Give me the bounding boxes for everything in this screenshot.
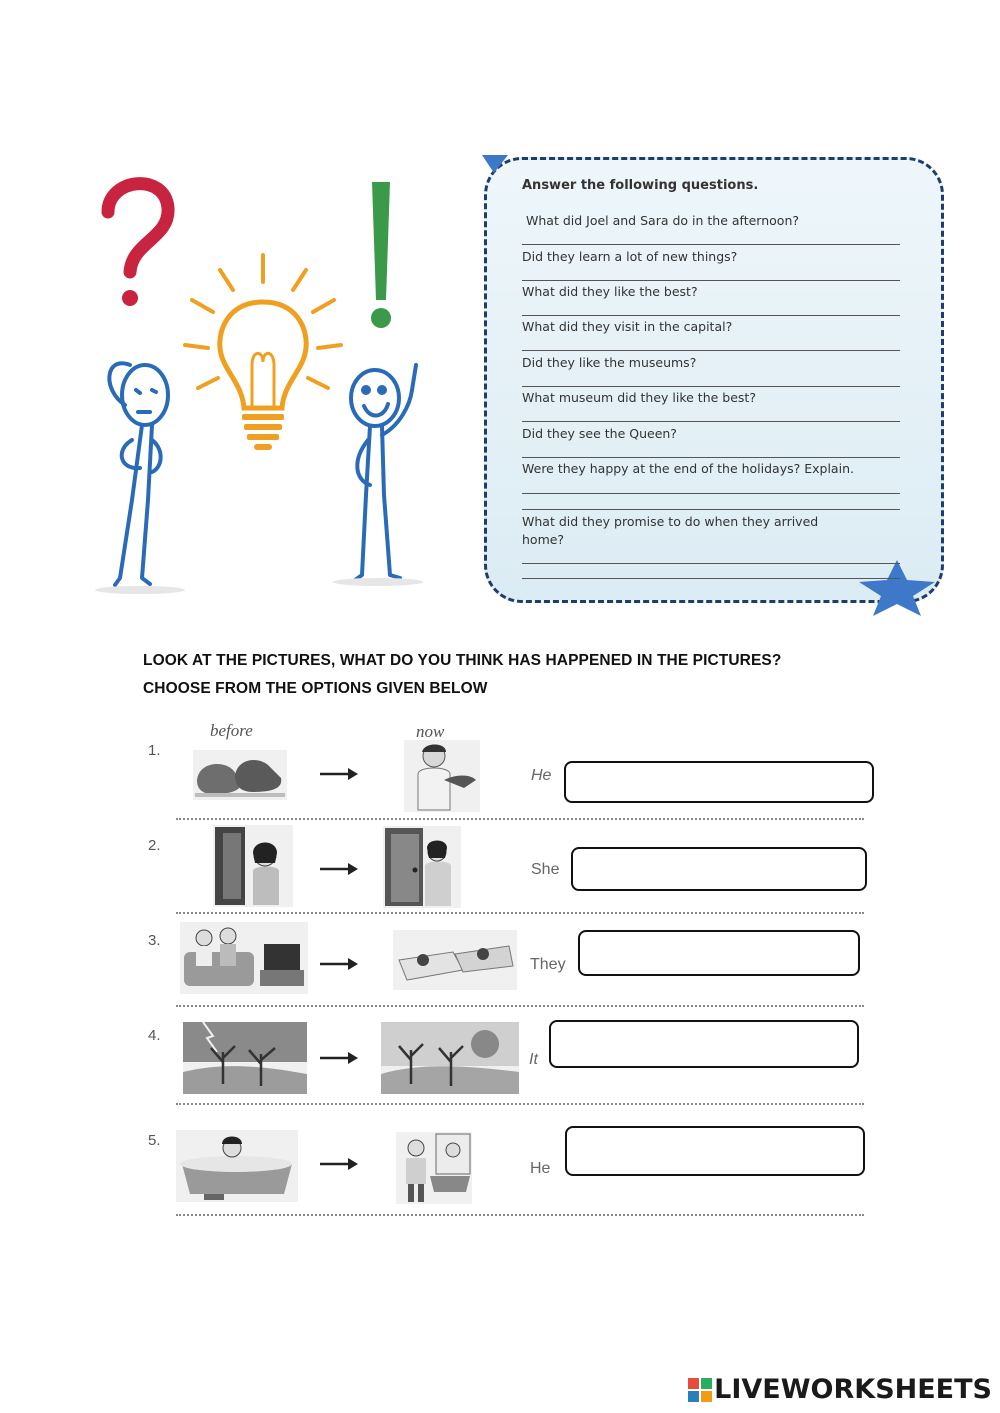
answer-line-7 <box>522 457 900 458</box>
row-separator <box>176 1214 864 1216</box>
question-7: Did they see the Queen? <box>522 426 677 441</box>
answer-line-3 <box>522 315 900 316</box>
exclamation-mark-icon <box>371 182 391 328</box>
question-5: Did they like the museums? <box>522 355 697 370</box>
question-mark-icon <box>108 184 168 272</box>
pronoun-label-4: It <box>529 1051 538 1068</box>
thinking-stickmen-illustration <box>70 150 460 610</box>
arrow-right-icon <box>320 1158 358 1170</box>
pronoun-label-5: He <box>530 1160 551 1177</box>
boy-in-bathtub-picture <box>176 1130 298 1202</box>
light-bulb-icon <box>185 255 341 450</box>
shoes-dirty-picture <box>193 750 287 800</box>
happy-stickman <box>351 365 416 580</box>
answer-line-9a <box>522 563 900 564</box>
row-separator <box>176 1103 864 1105</box>
row-number-4: 4. <box>148 1027 161 1044</box>
stormy-tree-picture <box>183 1022 307 1094</box>
girl-door-open-picture <box>213 825 293 907</box>
instruction-line-1: LOOK AT THE PICTURES, WHAT DO YOU THINK HAS HAPPENED IN THE PICTURES? <box>143 652 782 669</box>
answer-line-1 <box>522 244 900 245</box>
arrow-right-icon <box>320 768 358 780</box>
pronoun-label-2: She <box>531 861 560 878</box>
answer-input-2[interactable] <box>571 847 867 891</box>
row-number-3: 3. <box>148 932 161 949</box>
couple-sleeping-picture <box>393 930 517 990</box>
instruction-line-2: CHOOSE FROM THE OPTIONS GIVEN BELOW <box>143 680 488 697</box>
answer-input-3[interactable] <box>578 930 860 976</box>
logo-text: LIVEWORKSHEETS <box>714 1374 992 1405</box>
pronoun-label-1: He <box>531 767 552 784</box>
answer-input-1[interactable] <box>564 761 874 803</box>
answer-line-6 <box>522 421 900 422</box>
panel-corner-decoration <box>480 153 510 183</box>
boy-at-mirror-picture <box>396 1132 472 1204</box>
question-9: What did they promise to do when they arrived <box>522 514 819 529</box>
answer-line-8b <box>522 509 900 510</box>
column-header-before: before <box>210 721 253 740</box>
arrow-right-icon <box>320 958 358 970</box>
row-number-1: 1. <box>148 742 161 759</box>
question-3: What did they like the best? <box>522 284 698 299</box>
question-4: What did they visit in the capital? <box>522 319 733 334</box>
answer-input-5[interactable] <box>565 1126 865 1176</box>
girl-door-closed-picture <box>383 826 461 908</box>
answer-line-2 <box>522 280 900 281</box>
questions-title: Answer the following questions. <box>522 178 759 193</box>
question-1: What did Joel and Sara do in the afternoon? <box>526 213 799 228</box>
question-2: Did they learn a lot of new things? <box>522 249 738 264</box>
star-icon <box>855 558 939 618</box>
row-separator <box>176 818 864 820</box>
row-number-2: 2. <box>148 837 161 854</box>
question-mark-dot <box>122 290 138 306</box>
liveworksheets-logo-icon <box>688 1378 712 1402</box>
answer-line-9b <box>522 578 900 579</box>
answer-line-5 <box>522 386 900 387</box>
boy-cleaning-shoes-picture <box>404 740 480 812</box>
pronoun-label-3: They <box>530 956 566 973</box>
question-8: Were they happy at the end of the holidays? Explain. <box>522 461 854 476</box>
question-9-continued: home? <box>522 532 565 547</box>
confused-stickman <box>109 363 168 585</box>
answer-input-4[interactable] <box>549 1020 859 1068</box>
liveworksheets-logo <box>688 1374 992 1405</box>
question-6: What museum did they like the best? <box>522 390 756 405</box>
row-number-5: 5. <box>148 1132 161 1149</box>
couple-watching-tv-picture <box>180 922 308 994</box>
answer-line-4 <box>522 350 900 351</box>
answer-line-8a <box>522 493 900 494</box>
column-header-now: now <box>416 722 445 741</box>
arrow-right-icon <box>320 863 358 875</box>
row-separator <box>176 912 864 914</box>
calm-tree-sunrise-picture <box>381 1022 519 1094</box>
arrow-right-icon <box>320 1052 358 1064</box>
row-separator <box>176 1005 864 1007</box>
